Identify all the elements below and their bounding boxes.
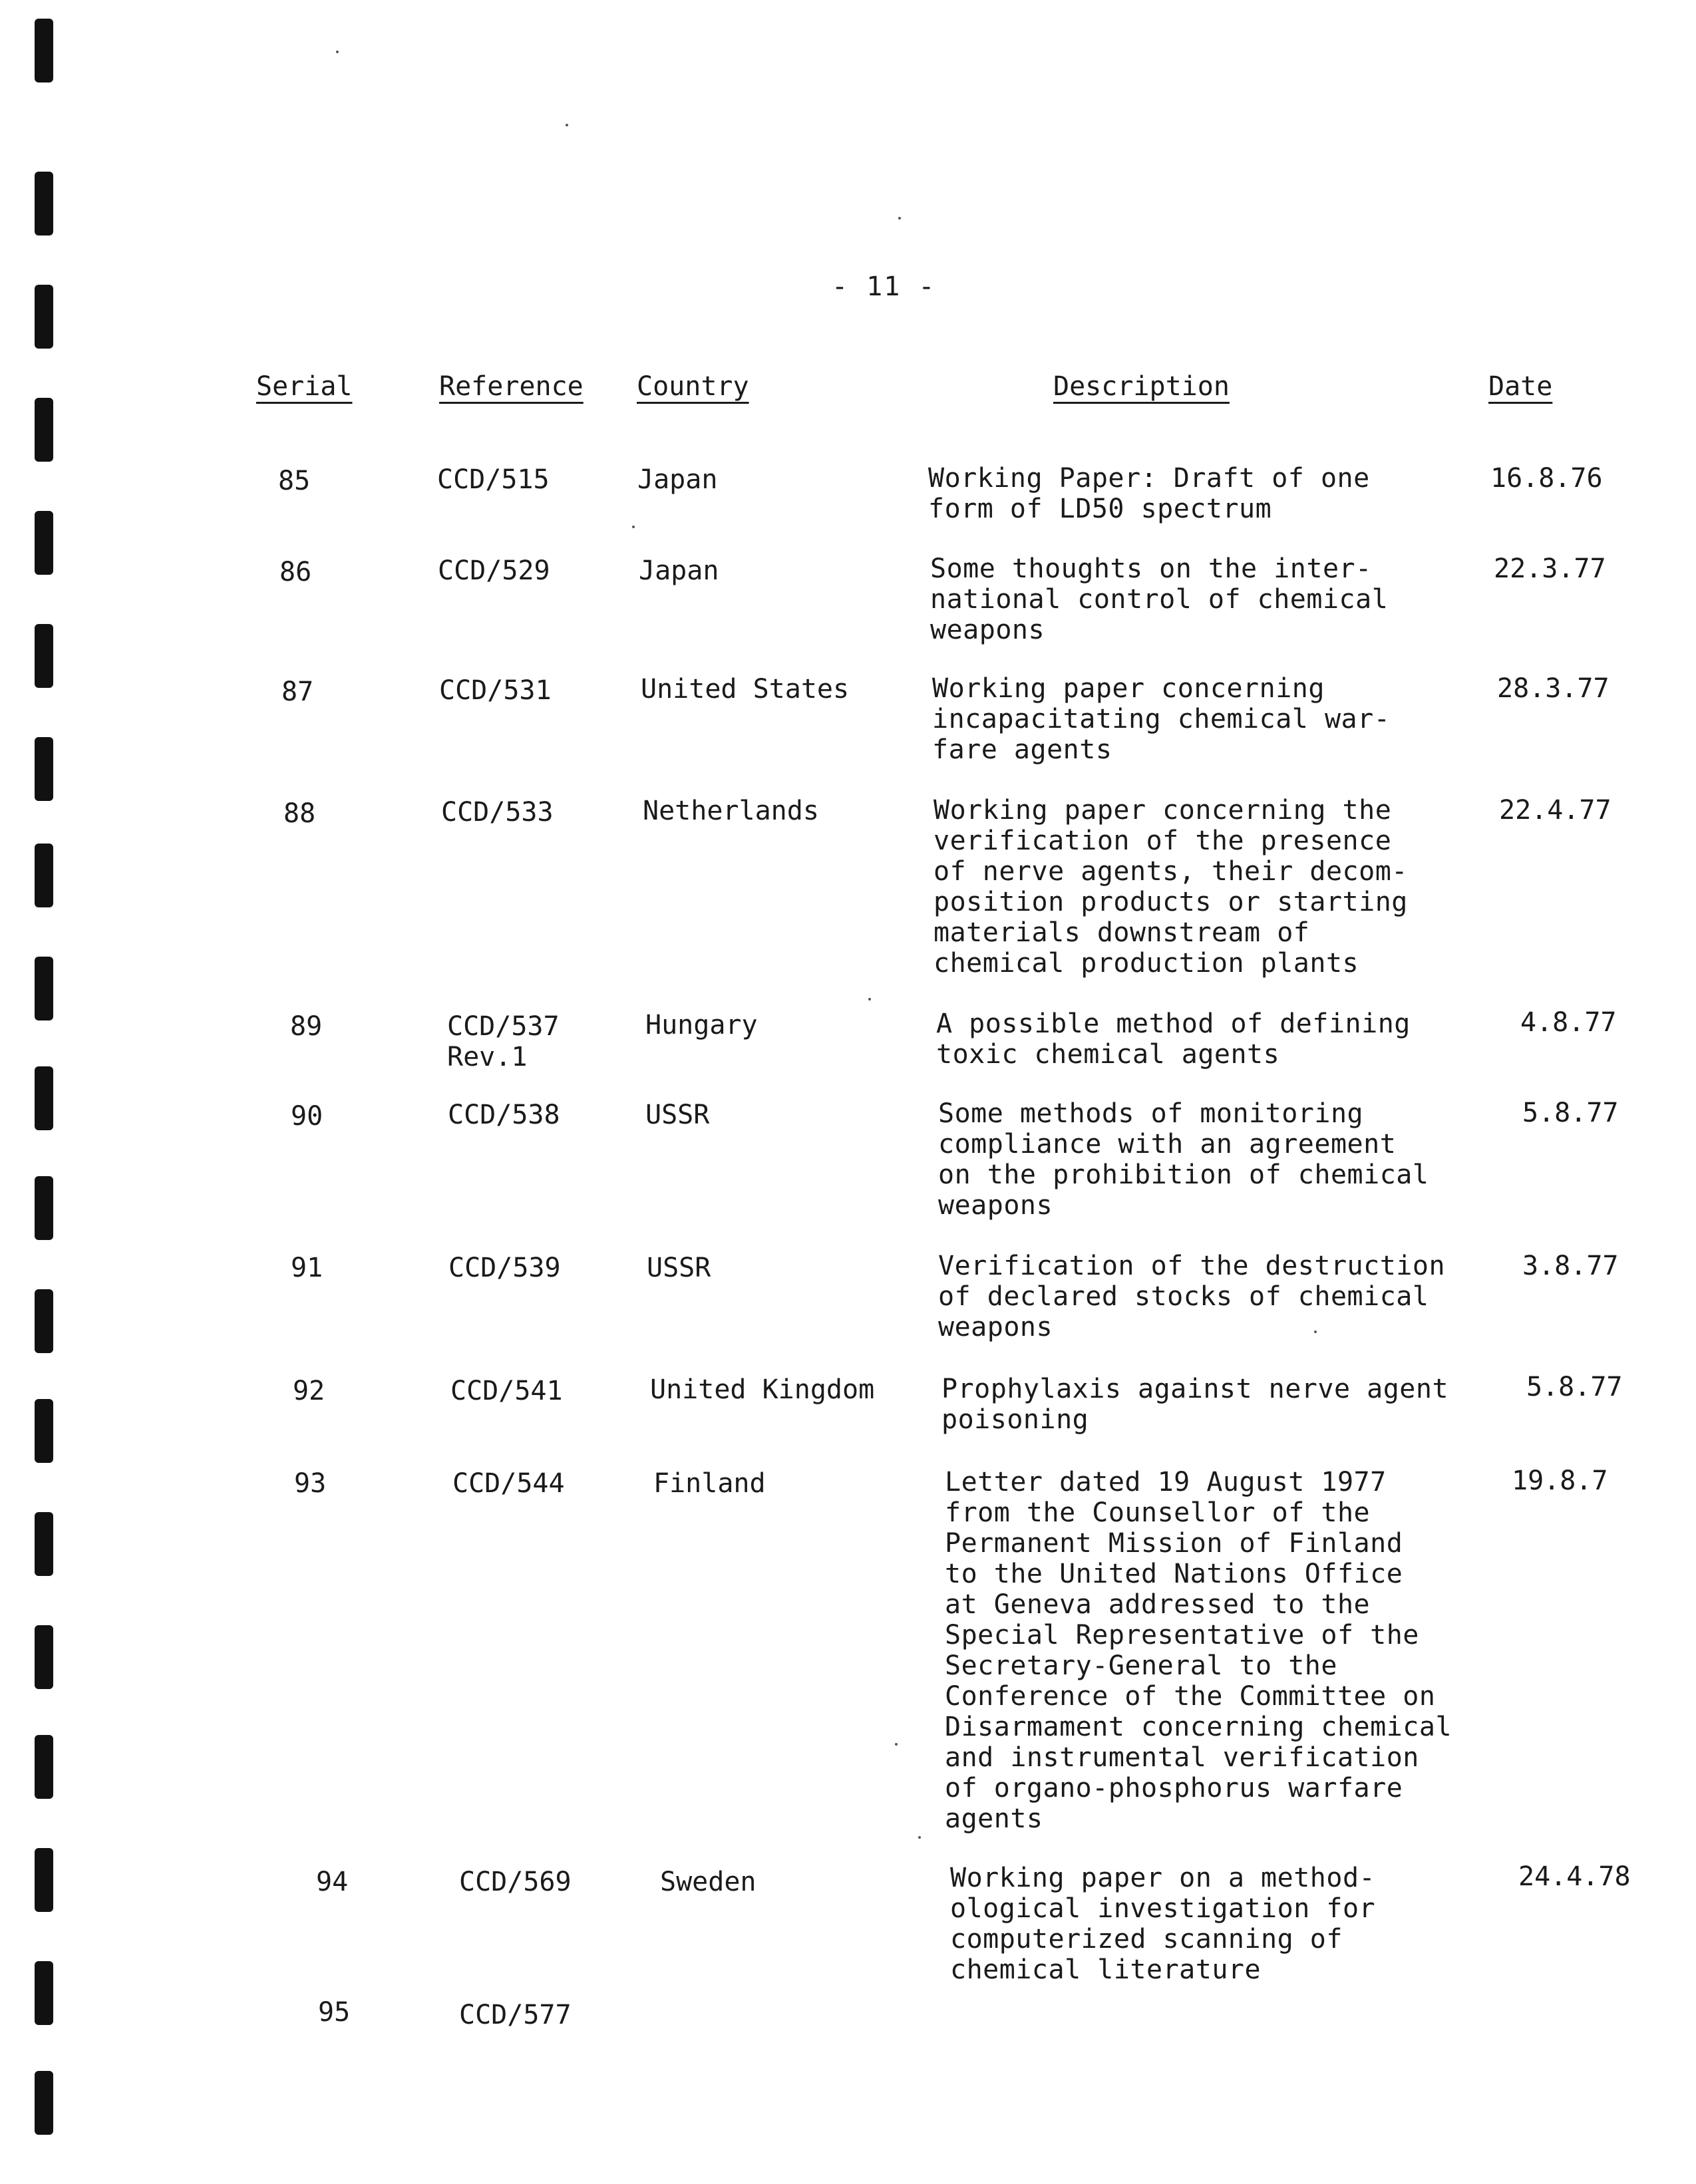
binding-mark	[35, 1399, 53, 1463]
cell-description: Some methods of monitoring compliance with an agreement on the prohibition of chemical weapons	[938, 1098, 1429, 1221]
header-date: Date	[1488, 371, 1553, 402]
cell-description: Working paper on a method- ological investigation for computerized scanning of chemical literature	[950, 1863, 1376, 1985]
header-serial: Serial	[256, 371, 353, 402]
scan-speck	[898, 217, 901, 220]
cell-date: 5.8.77	[1522, 1098, 1619, 1128]
cell-country: Netherlands	[643, 796, 819, 826]
binding-mark	[35, 511, 53, 575]
cell-reference: CCD/541	[450, 1376, 563, 1406]
cell-serial: 91	[291, 1253, 323, 1283]
cell-country: USSR	[645, 1100, 710, 1130]
cell-serial: 95	[318, 1997, 351, 2028]
cell-reference: CCD/544	[452, 1468, 565, 1499]
cell-country: United States	[641, 674, 850, 704]
binding-mark	[35, 172, 53, 235]
cell-country: Japan	[637, 464, 718, 495]
binding-mark	[35, 624, 53, 688]
cell-description: Letter dated 19 August 1977 from the Counsellor of the Permanent Mission of Finland to the United Nations Office at Geneva addressed to the Special Representative of the Secretary-General to the Conference of the Committee on Disarmament concerning chemical and instrumental verification of organo-phosphorus warfare agents	[945, 1467, 1452, 1834]
binding-mark	[35, 1735, 53, 1799]
cell-date: 5.8.77	[1526, 1372, 1623, 1402]
header-description: Description	[1053, 371, 1230, 402]
scan-speck	[895, 1743, 898, 1746]
cell-date: 22.4.77	[1499, 795, 1611, 826]
cell-description: Working paper concerning incapacitating chemical war- fare agents	[932, 673, 1391, 765]
binding-mark	[35, 1625, 53, 1689]
cell-description: Working paper concerning the verification of the presence of nerve agents, their decom- position products or starting materials downstream of chemical production plants	[933, 795, 1408, 979]
scan-speck	[918, 1836, 921, 1839]
cell-country: USSR	[647, 1253, 711, 1283]
cell-date: 24.4.78	[1518, 1861, 1631, 1892]
binding-mark	[35, 957, 53, 1020]
cell-description: Prophylaxis against nerve agent poisoning	[941, 1374, 1449, 1435]
cell-country: Japan	[639, 555, 719, 586]
cell-reference: CCD/539	[448, 1253, 561, 1283]
cell-date: 19.8.7	[1512, 1466, 1608, 1496]
cell-serial: 88	[283, 798, 316, 829]
cell-serial: 89	[290, 1011, 323, 1042]
cell-serial: 94	[316, 1867, 349, 1897]
cell-reference: CCD/537 Rev.1	[447, 1011, 560, 1072]
cell-date: 28.3.77	[1497, 673, 1610, 704]
cell-reference: CCD/538	[448, 1100, 560, 1130]
binding-mark	[35, 19, 53, 82]
cell-description: Working Paper: Draft of one form of LD50 spectrum	[928, 463, 1370, 524]
cell-reference: CCD/531	[439, 675, 552, 706]
cell-serial: 87	[281, 677, 314, 707]
header-country: Country	[637, 371, 749, 402]
binding-mark	[35, 737, 53, 801]
binding-mark	[35, 1066, 53, 1130]
header-reference: Reference	[439, 371, 584, 402]
cell-serial: 90	[291, 1101, 323, 1132]
cell-description: Verification of the destruction of declared stocks of chemical weapons	[938, 1251, 1446, 1342]
scan-speck	[566, 124, 568, 126]
scan-speck	[868, 998, 871, 1001]
cell-country: Finland	[653, 1468, 766, 1499]
cell-reference: CCD/533	[441, 797, 554, 828]
binding-mark	[35, 285, 53, 349]
binding-mark	[35, 2071, 53, 2135]
cell-country: Sweden	[660, 1867, 757, 1897]
binding-mark	[35, 1848, 53, 1912]
binding-mark	[35, 1289, 53, 1353]
cell-country: United Kingdom	[650, 1374, 875, 1405]
cell-reference: CCD/577	[459, 2000, 572, 2030]
cell-serial: 92	[293, 1376, 325, 1406]
cell-reference: CCD/515	[437, 464, 550, 495]
cell-reference: CCD/569	[459, 1867, 572, 1897]
cell-date: 4.8.77	[1520, 1007, 1617, 1038]
cell-reference: CCD/529	[438, 555, 550, 586]
cell-description: Some thoughts on the inter- national control of chemical weapons	[930, 553, 1389, 645]
cell-date: 16.8.76	[1490, 463, 1603, 494]
cell-country: Hungary	[645, 1010, 758, 1040]
binding-mark	[35, 1512, 53, 1576]
scan-speck	[632, 526, 635, 528]
cell-serial: 86	[279, 557, 312, 587]
cell-description: A possible method of defining toxic chemical agents	[936, 1009, 1411, 1070]
cell-date: 3.8.77	[1522, 1251, 1619, 1281]
cell-serial: 85	[278, 466, 311, 496]
binding-mark	[35, 844, 53, 907]
cell-date: 22.3.77	[1494, 553, 1606, 584]
scan-speck	[336, 51, 339, 53]
cell-serial: 93	[294, 1468, 327, 1499]
binding-mark	[35, 1961, 53, 2025]
binding-mark	[35, 1176, 53, 1240]
binding-mark	[35, 398, 53, 462]
page-number: - 11 -	[832, 271, 936, 302]
